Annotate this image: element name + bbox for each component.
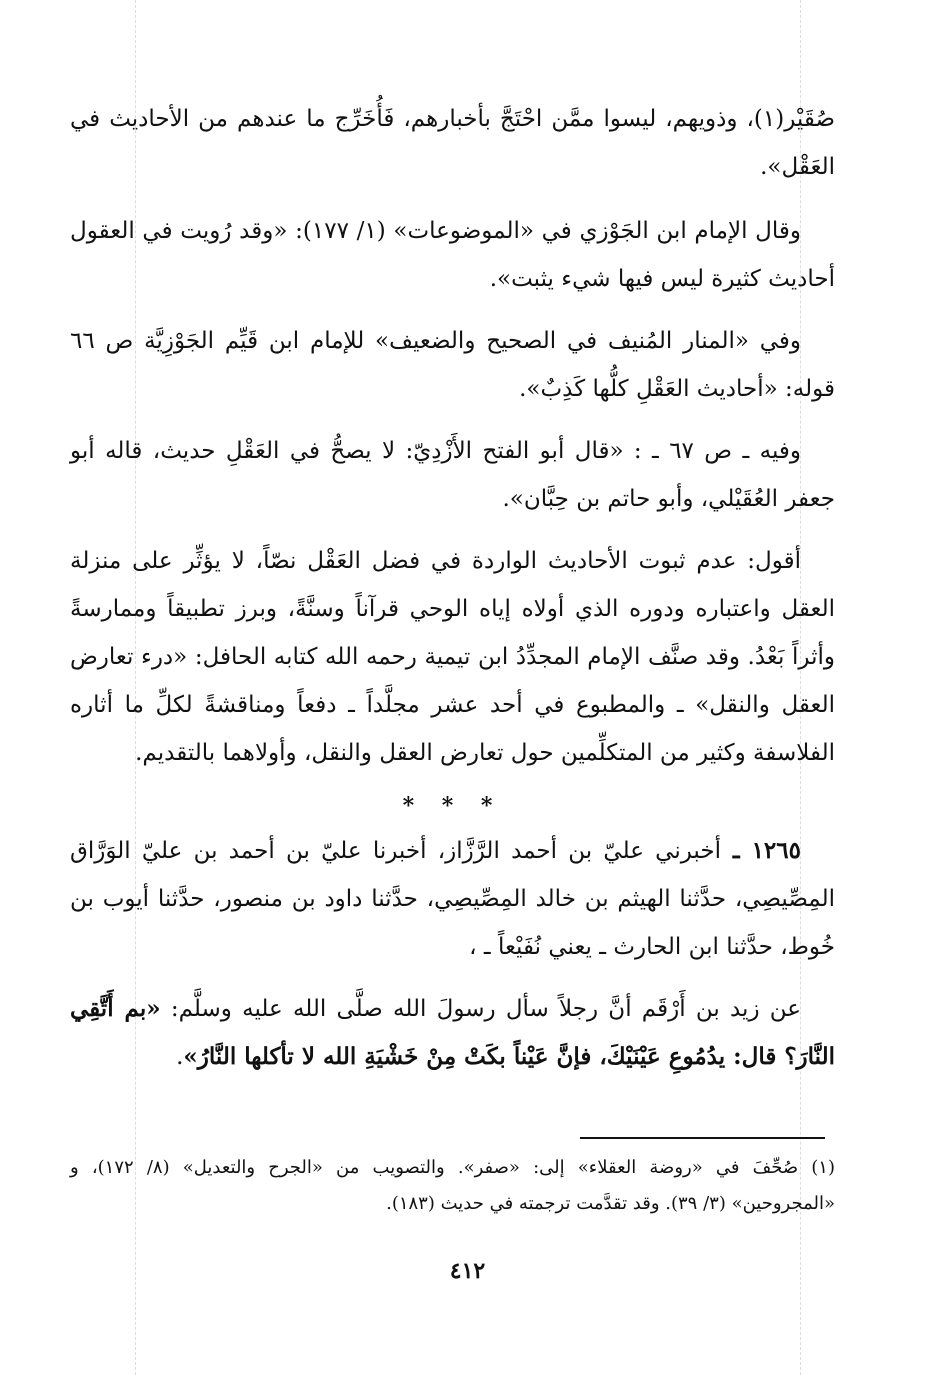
hadith-matn bbox=[70, 985, 835, 1081]
paragraph-5: أقول: عدم ثبوت الأحاديث الواردة في فضل العَقْل نصّاً، لا يؤثِّر على منزلة العقل واعتباره ودوره الذي أولاه إياه الوحي قرآناً وسنَّةً، وبرز تطبيقاً وممارسةً وأثراً بَعْدُ. وقد صنَّف الإمام المجدِّدُ ابن تيمية رحمه الله كتابه الحافل: «درء تعارض العقل والنقل» ـ والمطبوع في أحد عشر مجلَّداً ـ دفعاً ومناقشةً لكلِّ ما أثاره الفلاسفة وكثير من المتكلِّمين حول تعارض العقل والنقل، وأولاهما بالتقديم. bbox=[70, 548, 835, 766]
hadith-isnad bbox=[70, 827, 835, 971]
hadith-matn-intro: عن زيد بن أَرْقَم أنَّ رجلاً سأل رسولَ الله صلَّى الله عليه وسلَّم: bbox=[160, 996, 802, 1022]
hadith-matn-text: «بم أَتَّقِي النَّارَ؟ قال: يدُمُوعِ عَيْنَيْكَ، فإنَّ عَيْناً بكَتْ مِنْ خَشْيَةِ الله لا تأكلها النَّارُ» bbox=[70, 995, 835, 1070]
paragraph-4: وفيه ـ ص ٦٧ ـ : «قال أبو الفتح الأَزْدِيّ: لا يصحُّ في العَقْلِ حديث، قاله أبو جعفر العُقَيْلي، وأبو حاتم بن حِبَّان». bbox=[70, 438, 835, 512]
paragraph-2: وقال الإمام ابن الجَوْزي في «الموضوعات» (١/ ١٧٧): «وقد رُويت في العقول أحاديث كثيرة ليس فيها شيء يثبت». bbox=[70, 218, 835, 292]
footnote-1: (١) صُحِّفَ في «روضة العقلاء» إلى: «صفر». والتصويب من «الجرح والتعديل» (٨/ ١٧٢)، و «المجروحين» (٣/ ٣٩). وقد تقدَّمت ترجمته في حديث (١٨٣). bbox=[70, 1157, 835, 1214]
paragraph-3: وفي «المنار المُنيف في الصحيح والضعيف» للإمام ابن قَيِّم الجَوْزِيَّة ص ٦٦ قوله: «أحاديث العَقْلِ كلُّها كَذِبٌ». bbox=[70, 328, 835, 402]
paragraph-1: صُقَيْر(١)، وذويهم، ليسوا ممَّن احْتَجَّ بأخبارهم، فَأُخَرِّج ما عندهم من الأحاديث في العَقْل». bbox=[70, 106, 835, 180]
footnotes bbox=[70, 1150, 835, 1222]
page-number: ٤١٢ bbox=[449, 1258, 486, 1284]
hadith-number: ١٢٦٥ bbox=[751, 837, 801, 864]
section-separator: * * * bbox=[402, 793, 503, 819]
hadith-dash: ـ bbox=[720, 837, 752, 864]
hadith-matn-end: . bbox=[176, 1044, 184, 1070]
footnote-divider bbox=[580, 1137, 825, 1139]
page-body bbox=[70, 95, 835, 1095]
hadith-isnad-text: أخبرني عليّ بن أحمد الرَّزَّاز، أخبرنا عليّ بن أحمد بن عليّ الوَرَّاق المِصِّيصِي، حدَّثنا الهيثم بن خالد المِصِّيصِي، حدَّثنا داود بن منصور، حدَّثنا أيوب بن خُوط، حدَّثنا ابن الحارث ـ يعني نُفَيْعاً ـ ، bbox=[70, 838, 835, 960]
